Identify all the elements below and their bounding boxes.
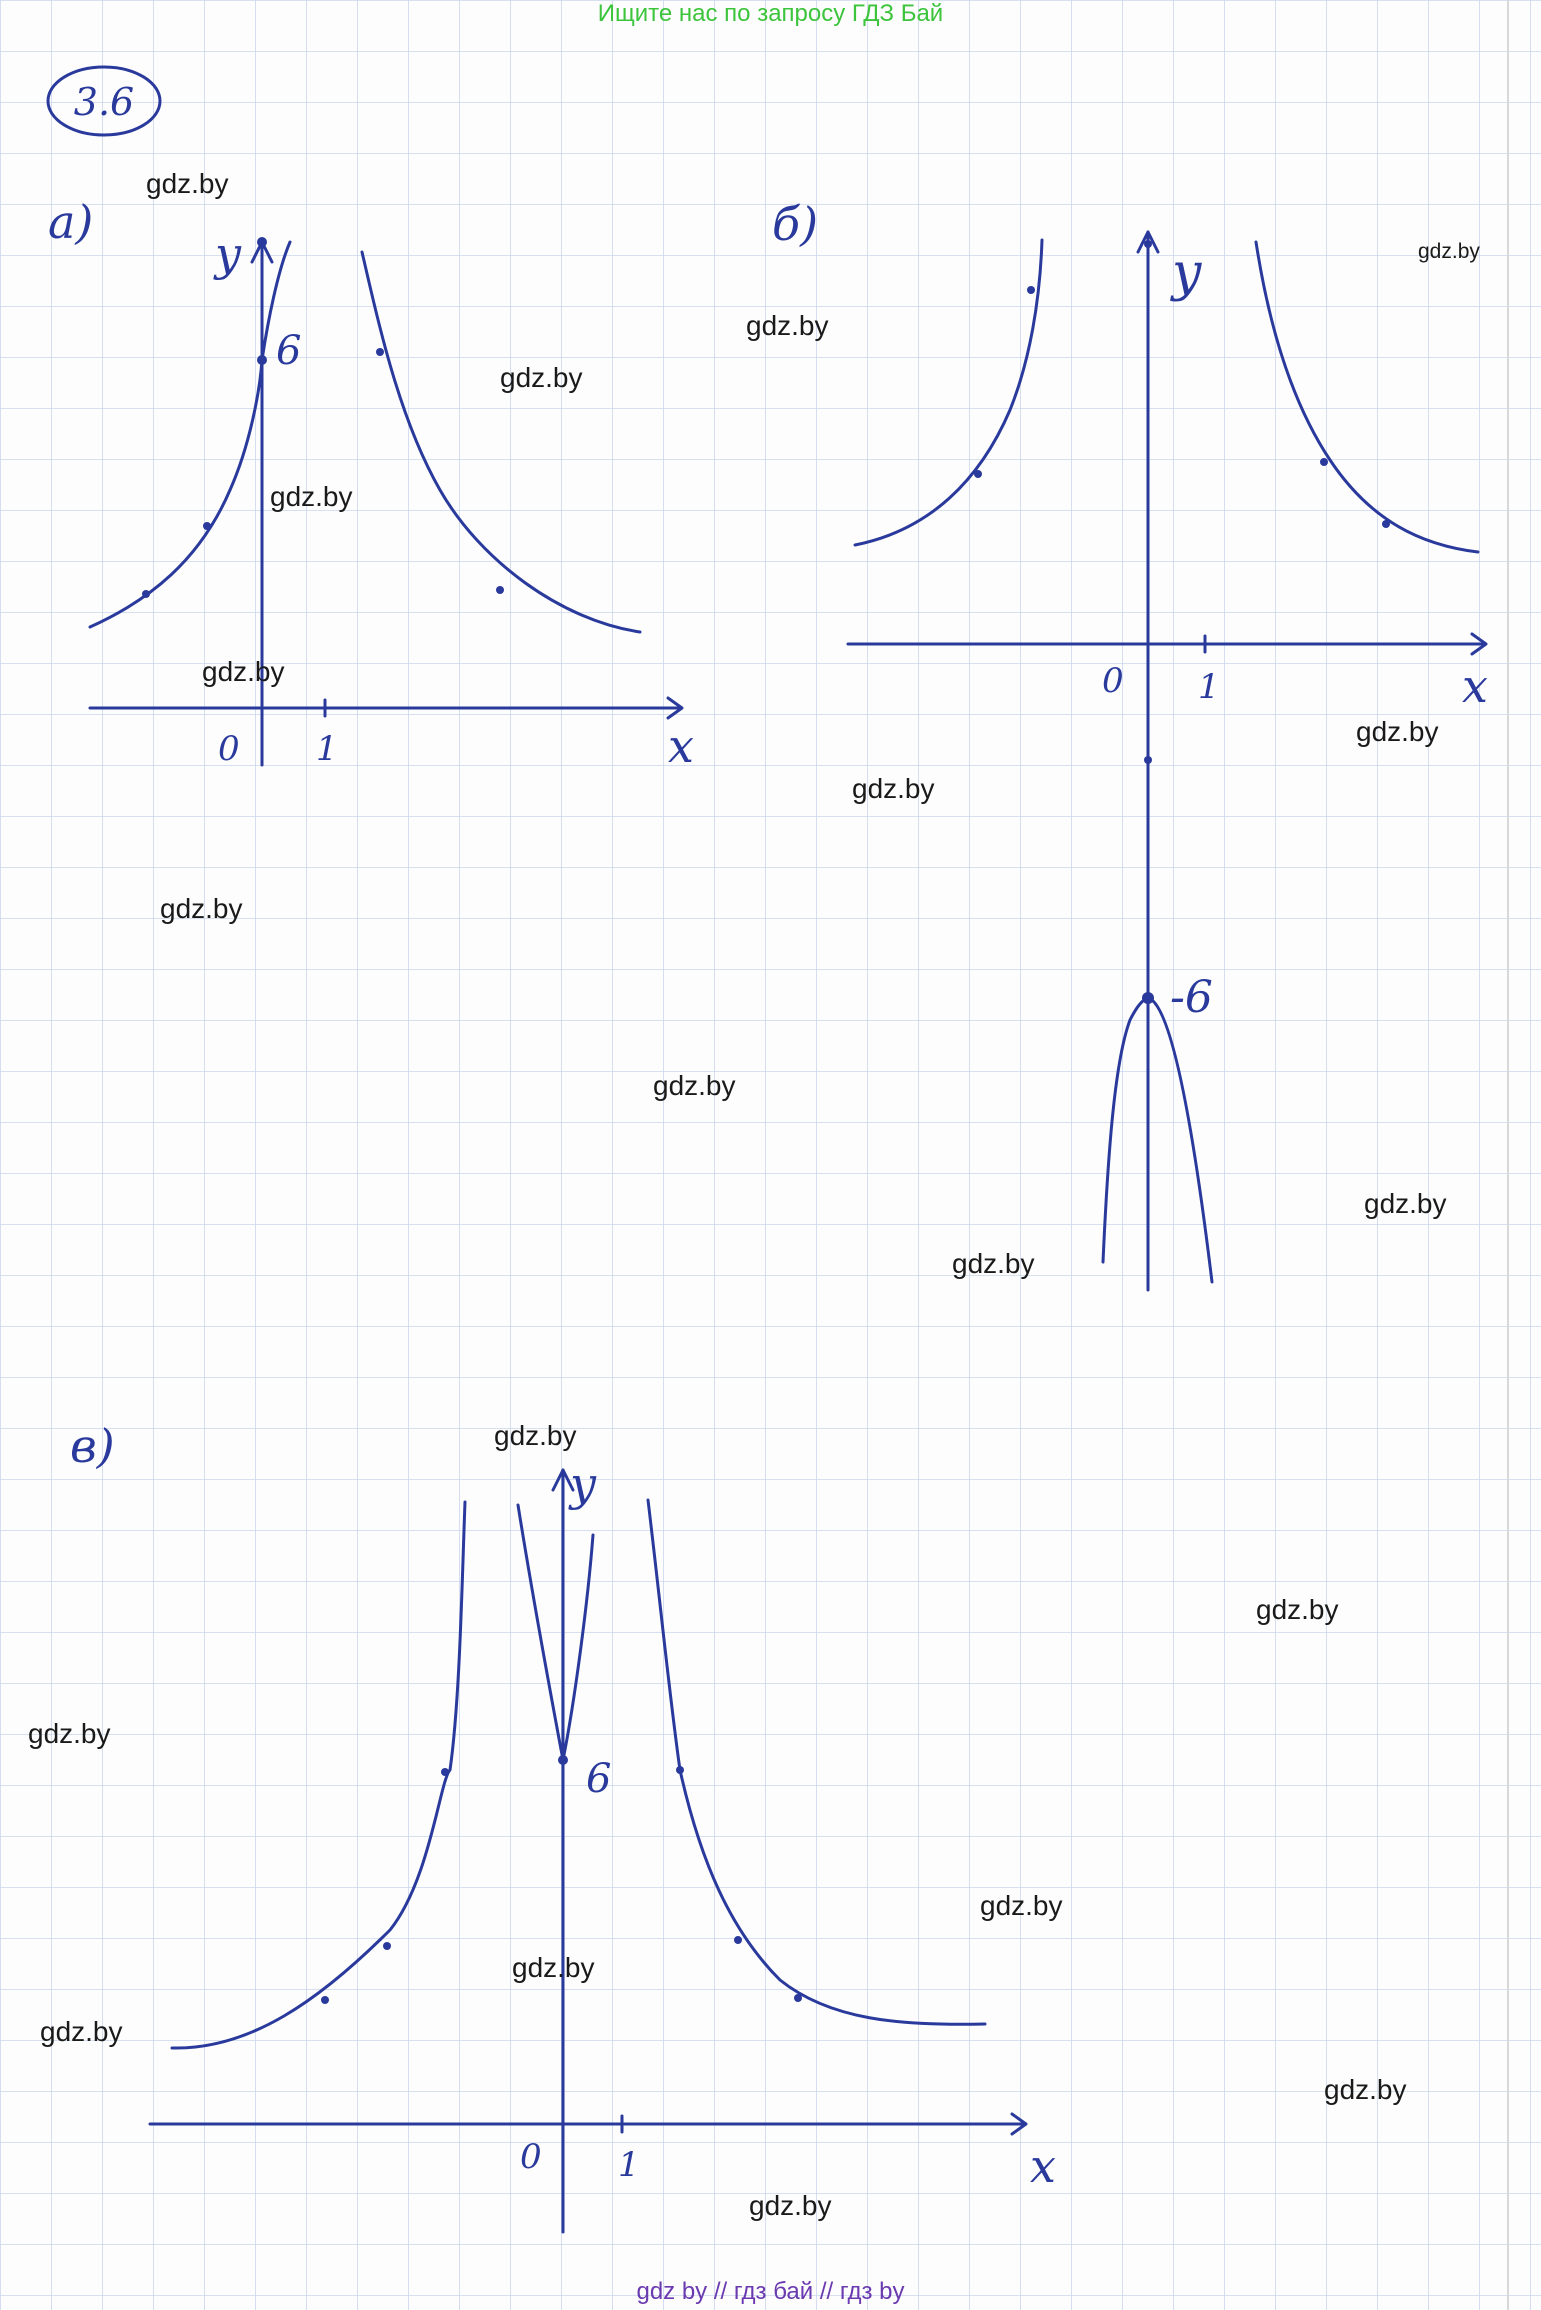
graph-b-point bbox=[1142, 992, 1154, 1004]
graph-a-part-label: а) bbox=[48, 195, 94, 249]
watermark: gdz.by bbox=[270, 481, 353, 512]
watermark: gdz.by bbox=[746, 310, 829, 341]
graph-b-point bbox=[1144, 240, 1152, 248]
graph-b-point bbox=[1320, 458, 1328, 466]
graph-c-value-label: 6 bbox=[586, 1756, 612, 1802]
graph-c-point bbox=[383, 1942, 391, 1950]
graph-b-point bbox=[1027, 286, 1035, 294]
graph-a-x-label: x bbox=[668, 719, 694, 773]
graph-a-unit-label: 1 bbox=[316, 729, 338, 769]
watermark: gdz.by bbox=[28, 1718, 111, 1749]
graph-b-point bbox=[974, 470, 982, 478]
watermark: gdz.by bbox=[512, 1952, 595, 1983]
graph-c-point bbox=[734, 1936, 742, 1944]
graph-a-point bbox=[496, 586, 504, 594]
bottom-banner[interactable]: gdz by // гдз бай // гдз by bbox=[636, 2278, 905, 2305]
watermark: gdz.by bbox=[952, 1248, 1035, 1279]
watermark: gdz.by bbox=[1364, 1188, 1447, 1219]
top-banner[interactable]: Ищите нас по запросу ГДЗ Бай bbox=[597, 0, 944, 27]
graph-b-y-label: y bbox=[1172, 243, 1202, 303]
watermark: gdz.by bbox=[653, 1070, 736, 1101]
watermark: gdz.by bbox=[749, 2190, 832, 2221]
watermark: gdz.by bbox=[1324, 2074, 1407, 2105]
graph-b-origin-label: 0 bbox=[1102, 661, 1124, 701]
graph-a-point bbox=[203, 522, 211, 530]
graph-c-part-label: в) bbox=[70, 1419, 115, 1473]
watermark: gdz.by bbox=[852, 773, 935, 804]
problem-number: 3.6 bbox=[73, 80, 135, 124]
graph-a-point bbox=[142, 590, 150, 598]
graph-c-point bbox=[321, 1996, 329, 2004]
graph-b-part-label: б) bbox=[772, 197, 819, 251]
graph-a-y-label: y bbox=[215, 227, 241, 281]
graph-b-unit-label: 1 bbox=[1198, 667, 1220, 707]
watermark: gdz.by bbox=[146, 168, 229, 199]
graph-a-point bbox=[257, 237, 267, 247]
graph-c-point bbox=[441, 1768, 449, 1776]
watermark: gdz.by bbox=[1356, 716, 1439, 747]
graph-c-x-label: x bbox=[1030, 2139, 1056, 2193]
graph-b-point bbox=[1382, 520, 1390, 528]
watermark: gdz.by bbox=[40, 2016, 123, 2047]
graph-c-origin-label: 0 bbox=[520, 2137, 542, 2177]
graph-c-unit-label: 1 bbox=[618, 2145, 640, 2185]
graph-a-point bbox=[257, 355, 267, 365]
graph-b-value-label: -6 bbox=[1170, 972, 1213, 1023]
graph-b-x-label: x bbox=[1462, 659, 1488, 713]
graph-c-point bbox=[558, 1755, 568, 1765]
graph-c-y-label: y bbox=[570, 1457, 596, 1511]
graph-c-point bbox=[676, 1766, 684, 1774]
watermark: gdz.by bbox=[980, 1890, 1063, 1921]
watermark: gdz.by bbox=[500, 362, 583, 393]
graph-b-point bbox=[1144, 756, 1152, 764]
watermark: gdz.by bbox=[1256, 1594, 1339, 1625]
watermark: gdz.by bbox=[1418, 240, 1480, 263]
graph-c-point bbox=[794, 1994, 802, 2002]
watermark: gdz.by bbox=[202, 656, 285, 687]
watermark: gdz.by bbox=[160, 893, 243, 924]
graph-a-point bbox=[376, 348, 384, 356]
graph-a-origin-label: 0 bbox=[218, 729, 240, 769]
watermark: gdz.by bbox=[494, 1420, 577, 1451]
graph-a-value-label: 6 bbox=[276, 328, 302, 374]
